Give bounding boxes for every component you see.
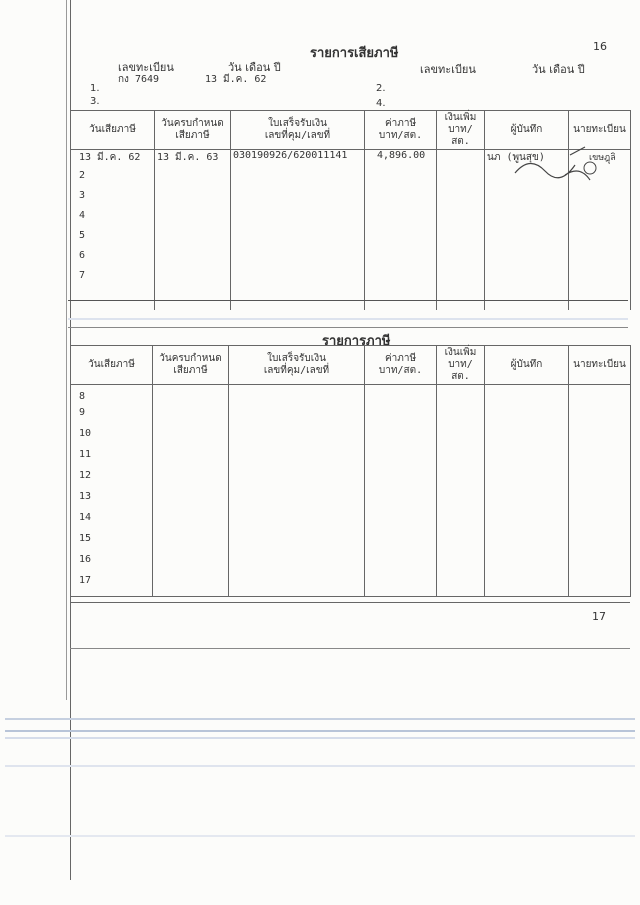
- header-surcharge-text: เงินเพิ่ม บาท/สต.: [444, 347, 477, 382]
- header-receipt-text: ใบเสร็จรับเงิน เลขที่คุม/เลขที่: [264, 118, 331, 141]
- scan-artifact-line: [5, 730, 635, 732]
- section2-title: รายการภาษี: [322, 334, 391, 349]
- scan-edge-line: [66, 0, 67, 700]
- table-row: [71, 407, 631, 428]
- header-paid-date: วันเสียภาษี: [71, 346, 153, 385]
- header-registrar: นายทะเบียน: [569, 111, 631, 150]
- row-number: 6: [71, 250, 155, 270]
- left-row-num-1: 1.: [90, 83, 100, 94]
- row-number: 4: [71, 210, 155, 230]
- left-date-1: 13 มี.ค. 62: [205, 74, 267, 85]
- signature-mark: [510, 145, 620, 185]
- row-number: 8: [71, 385, 153, 407]
- left-row-num-3: 3.: [90, 96, 100, 107]
- row-number: 15: [71, 533, 153, 554]
- header-tax-text: ค่าภาษี บาท/สต.: [378, 353, 423, 376]
- header-surcharge: [437, 346, 485, 385]
- header-tax: [365, 346, 437, 385]
- cell-recorder: นภ (พูนสุข): [485, 150, 569, 170]
- paid-date-value: 13 มี.ค. 62: [79, 152, 141, 163]
- header-receipt-text: ใบเสร็จรับเงิน เลขที่คุม/เลขที่: [263, 353, 330, 376]
- table-row: [71, 250, 631, 270]
- cell-paid-date: [71, 150, 155, 170]
- scan-artifact-line: [5, 718, 635, 720]
- header-receipt: [231, 111, 365, 150]
- header-receipt: [229, 346, 365, 385]
- header-registrar: นายทะเบียน: [569, 346, 631, 385]
- table-row: [71, 554, 631, 575]
- table-row: [71, 533, 631, 554]
- header-tax-text: ค่าภาษี บาท/สต.: [378, 118, 423, 141]
- row-number: 11: [71, 449, 153, 470]
- row-number: 7: [71, 270, 155, 310]
- page-number-bottom: 17: [592, 610, 606, 623]
- page-number-top: 16: [593, 40, 607, 53]
- row-number: 5: [71, 230, 155, 250]
- header-paid-date: วันเสียภาษี: [71, 111, 155, 150]
- row-number: 9: [71, 407, 153, 428]
- right-reg-label: เลขทะเบียน: [420, 63, 476, 76]
- row-number: 12: [71, 470, 153, 491]
- cell-due-date: 13 มี.ค. 63: [155, 150, 231, 170]
- table-row: [71, 491, 631, 512]
- table-row: [71, 385, 631, 407]
- row-number: 16: [71, 554, 153, 575]
- header-due-date: [155, 111, 231, 150]
- table-row: [71, 190, 631, 210]
- right-date-label: วัน เดือน ปี: [532, 63, 585, 76]
- header-due-date-text: วันครบกำหนด เสียภาษี: [161, 118, 224, 141]
- right-row-num-4: 4.: [376, 98, 386, 109]
- table-row: [71, 512, 631, 533]
- table-row: [71, 449, 631, 470]
- left-date-label: วัน เดือน ปี: [228, 61, 281, 74]
- separator-shadow: [68, 318, 628, 320]
- row-number: 13: [71, 491, 153, 512]
- table-row: [71, 575, 631, 597]
- header-recorder: ผู้บันทึก: [485, 111, 569, 150]
- scan-artifact-line: [5, 765, 635, 767]
- cell-registrar: เขษฎุลิ: [569, 150, 631, 170]
- cell-tax: 4,896.00: [365, 150, 437, 170]
- table-row: [71, 210, 631, 230]
- header-surcharge: [437, 111, 485, 150]
- section1-title: รายการเสียภาษี: [310, 46, 399, 61]
- tax-table-1: [70, 110, 631, 310]
- row-number: 14: [71, 512, 153, 533]
- header-due-date: [153, 346, 229, 385]
- cell-surcharge: [437, 150, 485, 170]
- table-row: [71, 470, 631, 491]
- header-tax: [365, 111, 437, 150]
- right-row-num-2: 2.: [376, 83, 386, 94]
- row-number: 10: [71, 428, 153, 449]
- separator-line-2: [68, 327, 628, 328]
- row-number: 17: [71, 575, 153, 597]
- page-bottom-line: [70, 648, 630, 649]
- header-due-date-text: วันครบกำหนด เสียภาษี: [159, 353, 222, 376]
- tax-table-2: [70, 345, 631, 597]
- row-number: 2: [71, 170, 155, 190]
- table2-bottom-line: [70, 602, 630, 603]
- scan-artifact-line: [5, 737, 635, 739]
- scan-artifact-line: [5, 835, 635, 837]
- header-surcharge-text: เงินเพิ่ม บาท/สต.: [444, 112, 477, 147]
- header-recorder: ผู้บันทึก: [485, 346, 569, 385]
- separator-line: [68, 300, 628, 301]
- cell-receipt: 030190926/620011141: [231, 150, 365, 170]
- table-row: [71, 230, 631, 250]
- left-reg-label: เลขทะเบียน: [118, 61, 174, 74]
- table-row: [71, 428, 631, 449]
- left-reg-1: กง 7649: [118, 74, 160, 85]
- table-row: [71, 270, 631, 310]
- row-number: 3: [71, 190, 155, 210]
